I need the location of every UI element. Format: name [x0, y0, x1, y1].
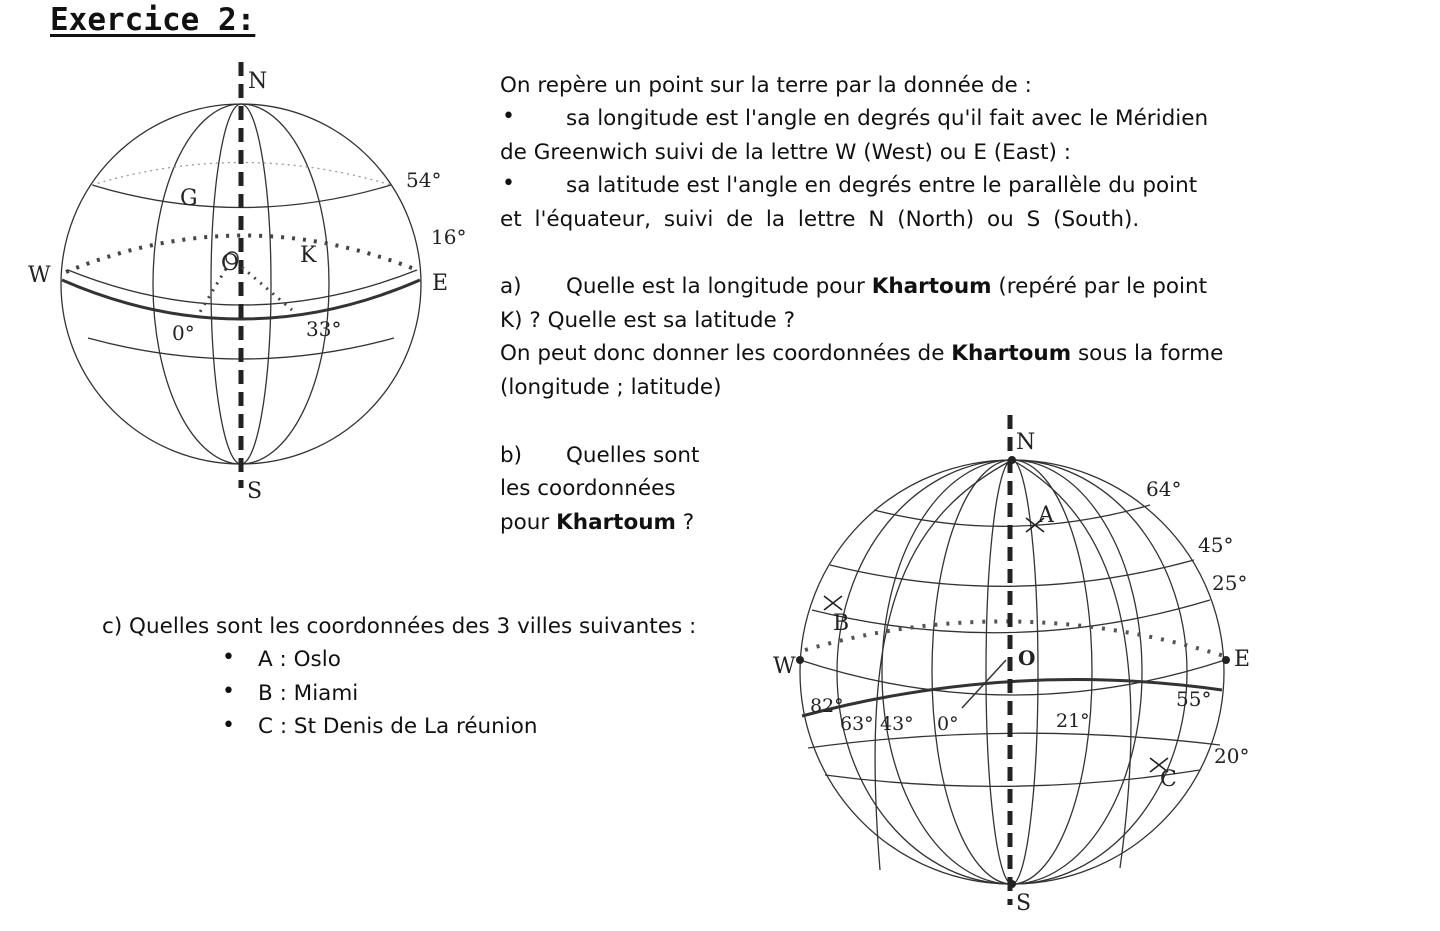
north-pole — [1008, 456, 1016, 464]
label-lat-20: 20° — [1214, 744, 1250, 768]
label-E: E — [1234, 647, 1251, 672]
question-a-line4: (longitude ; latitude) — [500, 375, 722, 400]
longitude-definition: sa longitude est l'angle en degrés qu'il fait avec le Méridien — [566, 106, 1209, 131]
label-N: N — [248, 69, 268, 94]
question-b-label: b) — [500, 443, 523, 468]
question-b-line1: Quelles sont — [566, 443, 700, 468]
label-C: C — [1160, 767, 1177, 792]
label-lat-25: 25° — [1212, 571, 1248, 595]
label-lat-45: 45° — [1198, 533, 1234, 557]
label-lon-43: 43° — [880, 713, 914, 735]
bullet-latitude: • — [502, 171, 515, 196]
label-W: W — [773, 654, 796, 679]
label-S: S — [1016, 891, 1032, 916]
label-lat-16: 16° — [431, 225, 467, 249]
label-lat-55: 55° — [1176, 687, 1212, 711]
label-G: G — [180, 186, 198, 211]
label-B: B — [833, 611, 850, 636]
label-K: K — [300, 243, 317, 268]
label-O: O — [1018, 646, 1036, 670]
question-c-line: c) Quelles sont les coordonnées des 3 villes suivantes : — [102, 614, 697, 639]
label-lat-64: 64° — [1146, 477, 1182, 501]
bullet-city: • — [222, 713, 235, 738]
city-item-c: C : St Denis de La réunion — [258, 714, 538, 739]
city-name: Khartoum — [871, 274, 992, 299]
label-S: S — [247, 479, 263, 504]
intro-line: On repère un point sur la terre par la donnée de : — [500, 73, 1032, 98]
west-point — [796, 656, 804, 664]
parallel-south — [808, 733, 1220, 748]
question-a-label: a) — [500, 274, 522, 299]
east-point — [1222, 656, 1230, 664]
question-a-line1: Quelle est la longitude pour Khartoum (repéré par le point — [566, 274, 1208, 299]
question-b-line3: pour Khartoum ? — [500, 510, 695, 535]
south-pole — [1008, 880, 1016, 888]
label-A: A — [1038, 503, 1054, 528]
city-item-a: A : Oslo — [258, 647, 341, 672]
label-W: W — [28, 263, 51, 288]
label-lon-33: 33° — [306, 317, 342, 341]
label-lon-0: 0° — [172, 321, 195, 345]
label-lon-0: 0° — [937, 713, 959, 735]
bullet-city: • — [222, 645, 235, 670]
question-b-line2: les coordonnées — [500, 476, 676, 501]
longitude-definition-cont: de Greenwich suivi de la lettre W (West) ou E (East) : — [500, 140, 1072, 165]
bullet-city: • — [222, 679, 235, 704]
label-lon-82: 82° — [810, 695, 844, 717]
label-O: O — [221, 251, 240, 276]
bullet-longitude: • — [502, 104, 515, 129]
label-lat-54: 54° — [406, 168, 442, 192]
question-a-line2: K) ? Quelle est sa latitude ? — [500, 308, 795, 333]
label-lon-21: 21° — [1056, 710, 1090, 732]
exercise-title: Exercice 2: — [50, 2, 256, 38]
latitude-definition-cont: et l'équateur, suivi de la lettre N (North) ou S (South). — [500, 207, 1140, 232]
city-name: Khartoum — [951, 341, 1072, 366]
city-item-b: B : Miami — [258, 681, 359, 706]
label-E: E — [432, 271, 449, 296]
question-a-line3: On peut donc donner les coordonnées de Khartoum sous la forme — [500, 341, 1224, 366]
parallel-dotted — [805, 621, 1224, 656]
latitude-definition: sa latitude est l'angle en degrés entre le parallèle du point — [566, 173, 1198, 198]
label-lon-63: 63° — [840, 713, 874, 735]
city-name: Khartoum — [556, 510, 676, 535]
label-N: N — [1016, 430, 1036, 455]
